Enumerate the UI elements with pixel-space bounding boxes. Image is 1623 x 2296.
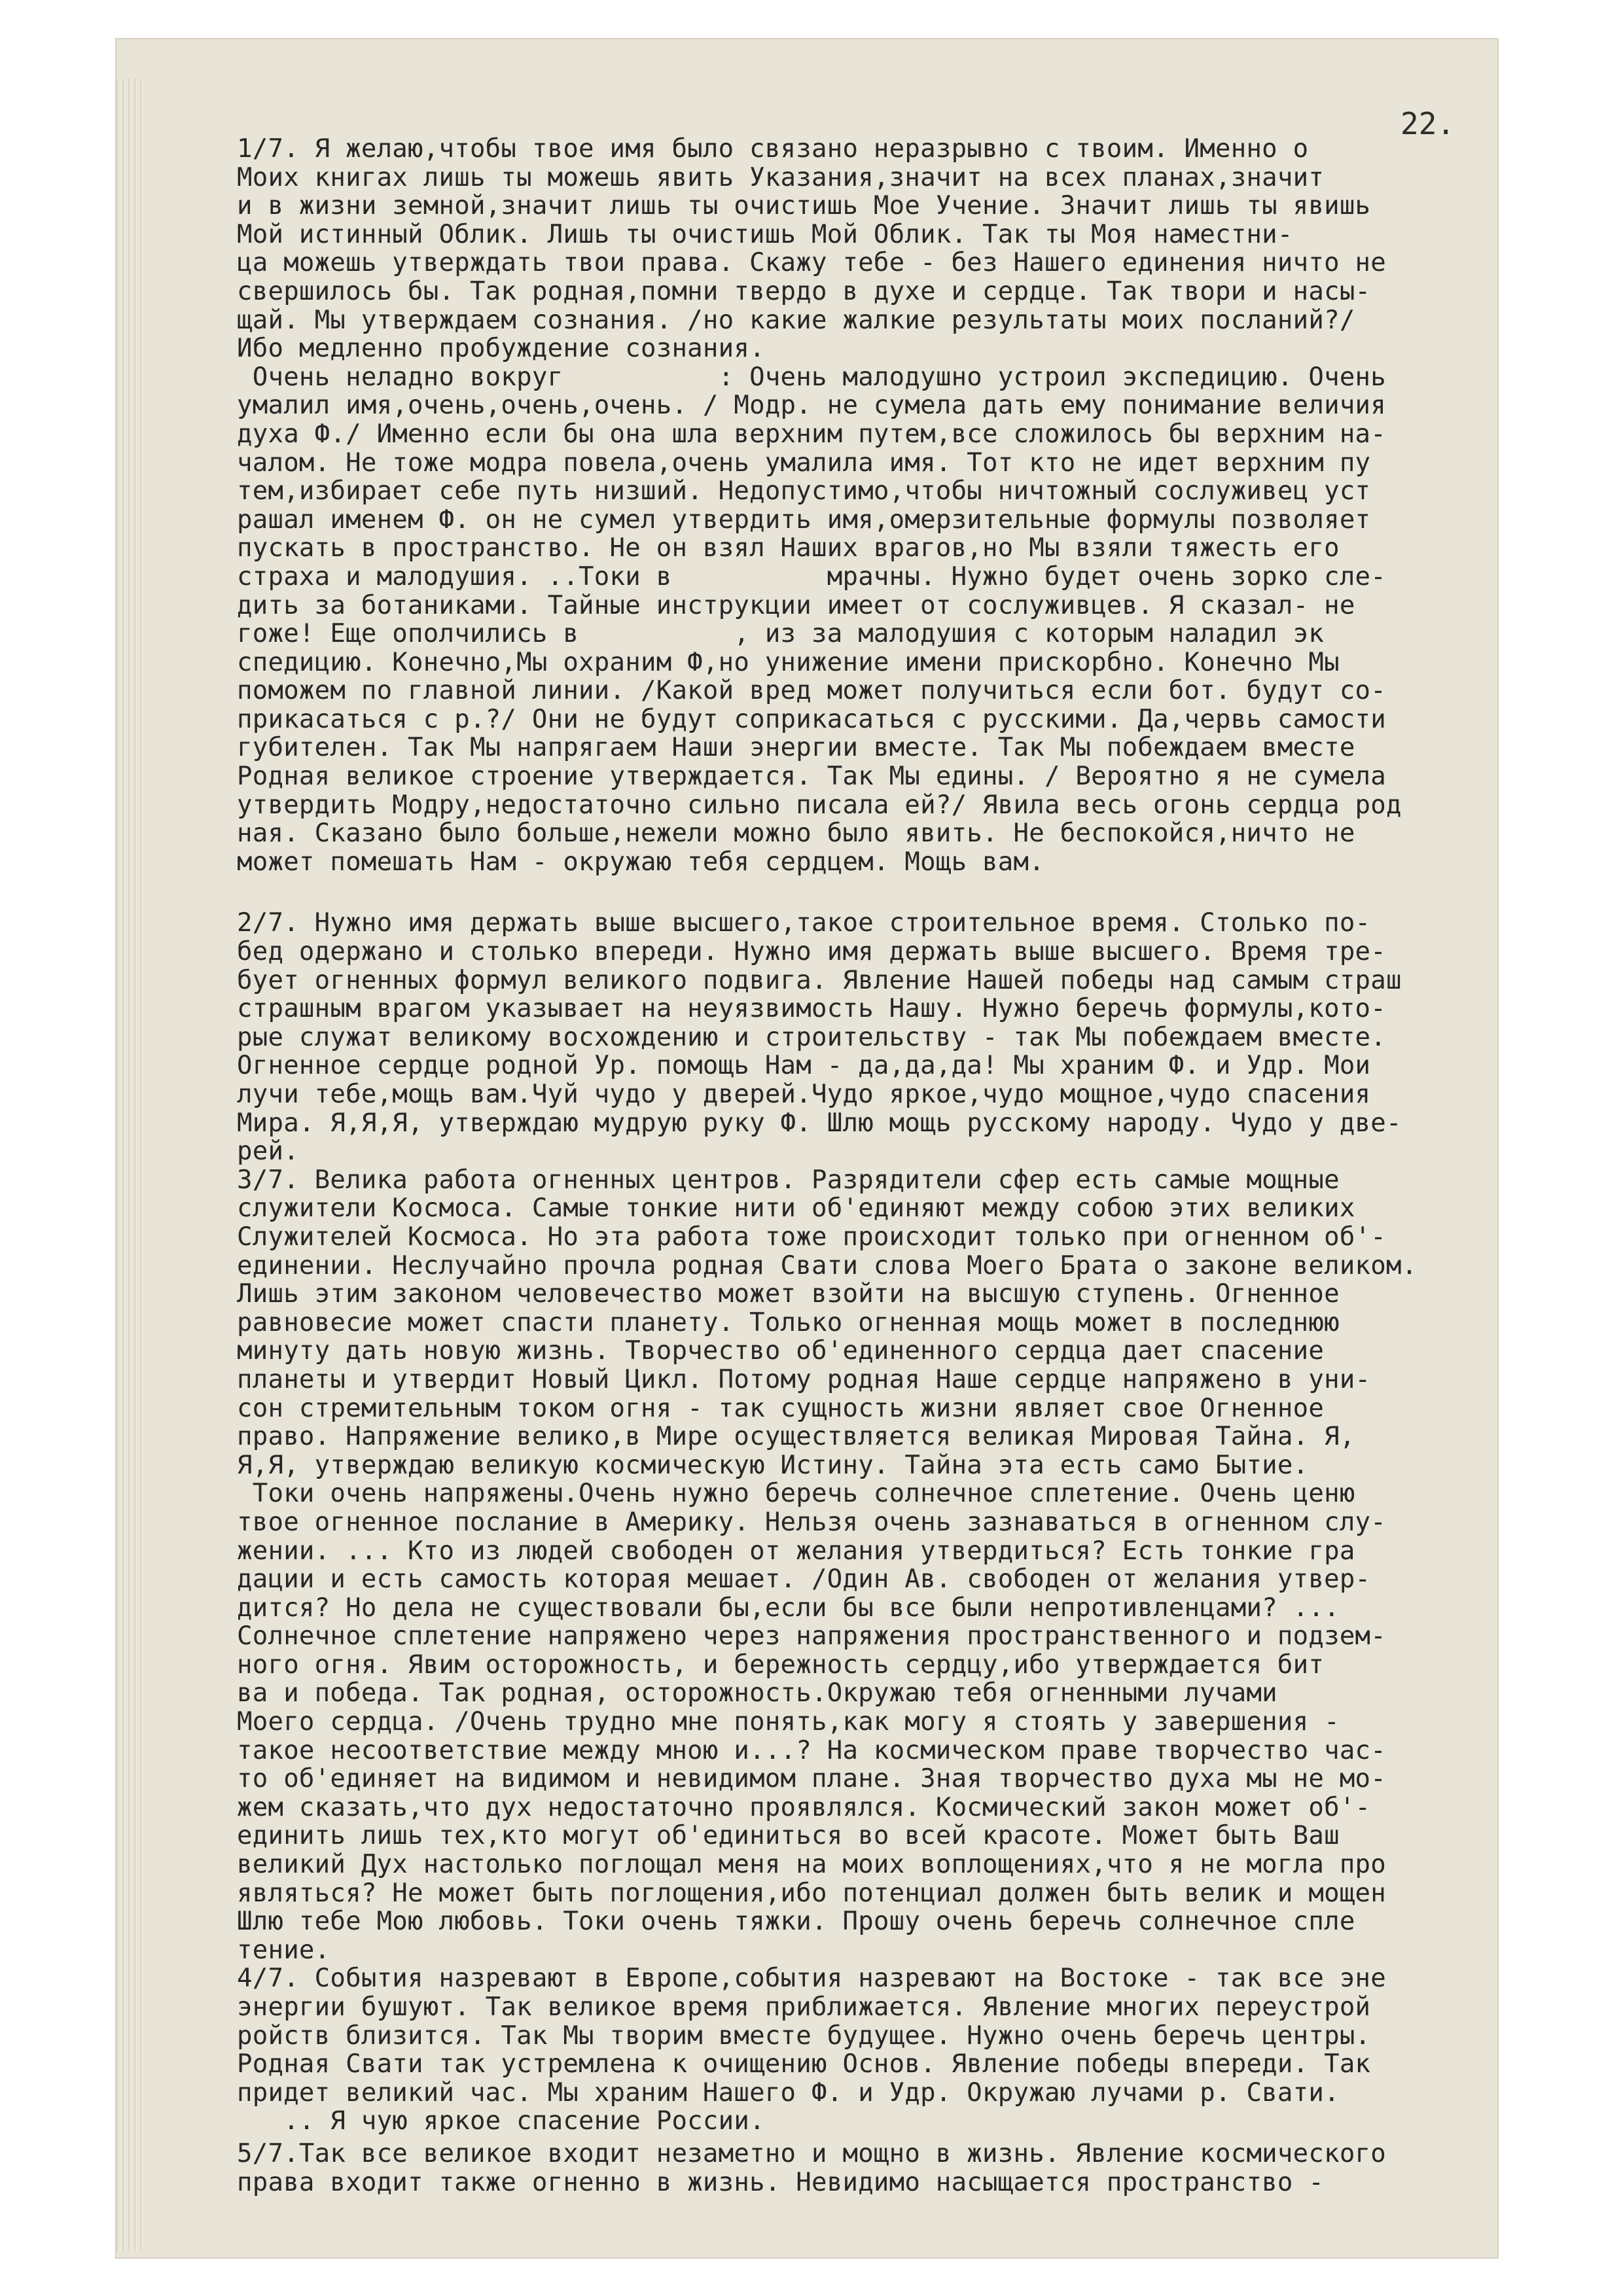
text-line: рые служат великому восхождению и строительству - так Мы побеждаем вместе. bbox=[237, 1022, 1387, 1052]
text-line: Моего сердца. /Очень трудно мне понять,как могу я стоять у завершения - bbox=[237, 1707, 1340, 1737]
text-line: 5/7.Так все великое входит незаметно и мощно в жизнь. Явление космического bbox=[237, 2138, 1387, 2168]
text-line: ного огня. Явим осторожность, и бережность сердцу,ибо утверждается бит bbox=[237, 1650, 1325, 1680]
text-line: прикасаться с р.?/ Они не будут соприкасаться с русскими. Да,червь самости bbox=[237, 704, 1387, 734]
text-line: рашал именем Ф. он не сумел утвердить имя,омерзительные формулы позволяет bbox=[237, 504, 1371, 535]
text-line: поможем по главной линии. /Какой вред может получиться если бот. будут со- bbox=[237, 676, 1387, 706]
entry-2-7 bbox=[237, 909, 1480, 1165]
text-line: Шлю тебе Мою любовь. Токи очень тяжки. Прошу очень беречь солнечное спле bbox=[237, 1907, 1355, 1937]
text-line: твое огненное послание в Америку. Нельзя очень зазнаваться в огненном слу- bbox=[237, 1507, 1387, 1537]
stacked-page-edges bbox=[116, 79, 143, 2251]
text-line: Служителей Космоса. Но эта работа тоже происходит только при огненном об'- bbox=[237, 1222, 1387, 1252]
entry-1-7-continued bbox=[237, 363, 1480, 877]
text-line: может помешать Нам - окружаю тебя сердцем. Мощь вам. bbox=[237, 847, 1044, 877]
text-line: спедицию. Конечно,Мы охраним Ф,но унижение имени прискорбно. Конечно Мы bbox=[237, 647, 1340, 677]
text-line: страха и малодушия. ..Токи в мрачны. Нужно будет очень зорко сле- bbox=[237, 561, 1387, 592]
text-line: бед одержано и столько впереди. Нужно имя держать выше высшего. Время тре- bbox=[237, 937, 1387, 967]
text-line: щай. Мы утверждаем сознания. /но какие жалкие результаты моих посланий?/ bbox=[237, 305, 1355, 335]
text-line: тем,избирает себе путь низший. Недопустимо,чтобы ничтожный сослуживец уст bbox=[237, 476, 1371, 506]
entry-1-7 bbox=[237, 135, 1480, 363]
text-line: умалил имя,очень,очень,очень. / Модр. не сумела дать ему понимание величия bbox=[237, 391, 1387, 421]
typewritten-text-body bbox=[237, 135, 1480, 2197]
text-line: Очень неладно вокруг : Очень малодушно устроил экспедицию. Очень bbox=[237, 362, 1387, 392]
text-line: великий Дух настолько поглощал меня на моих воплощениях,что я не могла про bbox=[237, 1850, 1387, 1880]
text-line: Ибо медленно пробуждение сознания. bbox=[237, 334, 765, 364]
text-line: то об'единяет на видимом и невидимом плане. Зная творчество духа мы не мо- bbox=[237, 1764, 1387, 1794]
text-line: Родная великое строение утверждается. Так Мы едины. / Вероятно я не сумела bbox=[237, 762, 1387, 792]
text-line: свершилось бы. Так родная,помни твердо в духе и сердце. Так твори и насы- bbox=[237, 276, 1371, 306]
text-line: планеты и утвердит Новый Цикл. Потому родная Наше сердце напряжено в уни- bbox=[237, 1364, 1371, 1394]
text-line: права входит также огненно в жизнь. Невидимо насыщается пространство - bbox=[237, 2167, 1325, 2197]
text-line: Я,Я, утверждаю великую космическую Истину. Тайна эта есть само Бытие. bbox=[237, 1450, 1309, 1480]
text-line: страшным врагом указывает на неуязвимость Нашу. Нужно беречь формулы,кото- bbox=[237, 994, 1387, 1024]
entry-3-7 bbox=[237, 1166, 1480, 1965]
entry-4-7 bbox=[237, 1964, 1480, 2136]
text-line: Мой истинный Облик. Лишь ты очистишь Мой Облик. Так ты Моя наместни- bbox=[237, 219, 1293, 249]
text-line: губителен. Так Мы напрягаем Наши энергии вместе. Так Мы побеждаем вместе bbox=[237, 733, 1355, 763]
text-line: тение. bbox=[237, 1935, 330, 1965]
text-line: .. Я чую яркое спасение России. bbox=[237, 2106, 765, 2136]
text-line: сон стремительным током огня - так сущность жизни являет свое Огненное bbox=[237, 1393, 1325, 1423]
text-line: ная. Сказано было больше,нежели можно было явить. Не беспокойся,ничто не bbox=[237, 819, 1355, 849]
text-line: Родная Свати так устремлена к очищению Основ. Явление победы впереди. Так bbox=[237, 2049, 1371, 2079]
text-line: жении. ... Кто из людей свободен от желания утвердиться? Есть тонкие гра bbox=[237, 1536, 1355, 1566]
text-line: единить лишь тех,кто могут об'единиться во всей красоте. Может быть Ваш bbox=[237, 1821, 1340, 1851]
text-line: 3/7. Велика работа огненных центров. Разрядители сфер есть самые мощные bbox=[237, 1165, 1340, 1195]
text-line: Лишь этим законом человечество может взойти на высшую ступень. Огненное bbox=[237, 1279, 1340, 1309]
text-line: ва и победа. Так родная, осторожность.Окружаю тебя огненными лучами bbox=[237, 1678, 1277, 1708]
text-line: ройств близится. Так Мы творим вместе будущее. Нужно очень беречь центры. bbox=[237, 2021, 1371, 2051]
text-line: Моих книгах лишь ты можешь явить Указания,значит на всех планах,значит bbox=[237, 162, 1325, 192]
text-line: ца можешь утверждать твои права. Скажу тебе - без Нашего единения ничто не bbox=[237, 248, 1387, 278]
text-line: придет великий час. Мы храним Нашего Ф. и Удр. Окружаю лучами р. Свати. bbox=[237, 2077, 1340, 2108]
text-line: являться? Не может быть поглощения,ибо потенциал должен быть велик и мощен bbox=[237, 1878, 1387, 1908]
text-line: право. Напряжение велико,в Мире осуществляется великая Мировая Тайна. Я, bbox=[237, 1422, 1355, 1452]
text-line: 4/7. События назревают в Европе,события назревают на Востоке - так все эне bbox=[237, 1964, 1387, 1994]
text-line: Токи очень напряжены.Очень нужно беречь солнечное сплетение. Очень ценю bbox=[237, 1479, 1355, 1509]
text-line: гоже! Еще ополчились в , из за малодушия с которым наладил эк bbox=[237, 619, 1325, 649]
text-line: чалом. Не тоже модра повела,очень умалила имя. Тот кто не идет верхним пу bbox=[237, 448, 1371, 478]
text-line: Солнечное сплетение напряжено через напряжения пространственного и подзем- bbox=[237, 1621, 1387, 1651]
text-line: равновесие может спасти планету. Только огненная мощь может в последнюю bbox=[237, 1307, 1340, 1337]
entry-5-7 bbox=[237, 2140, 1480, 2197]
text-line: дить за ботаниками. Тайные инструкции имеет от сослуживцев. Я сказал- не bbox=[237, 590, 1355, 620]
text-line: и в жизни земной,значит лишь ты очистишь Мое Учение. Значит лишь ты явишь bbox=[237, 191, 1371, 221]
text-line: лучи тебе,мощь вам.Чуй чудо у дверей.Чудо яркое,чудо мощное,чудо спасения bbox=[237, 1080, 1371, 1109]
text-line: рей. bbox=[237, 1137, 299, 1167]
text-line: пускать в пространство. Не он взял Наших врагов,но Мы взяли тяжесть его bbox=[237, 533, 1340, 563]
text-line: дится? Но дела не существовали бы,если бы все были непротивленцами? ... bbox=[237, 1593, 1340, 1623]
text-line: служители Космоса. Самые тонкие нити об'единяют между собою этих великих bbox=[237, 1193, 1355, 1224]
text-line: 2/7. Нужно имя держать выше высшего,такое строительное время. Столько по- bbox=[237, 908, 1371, 938]
page-number: 22. bbox=[1400, 106, 1455, 141]
text-line: жем сказать,что дух недостаточно проявлялся. Космический закон может об'- bbox=[237, 1792, 1371, 1822]
text-line: духа Ф./ Именно если бы она шла верхним путем,все сложилось бы верхним на- bbox=[237, 419, 1387, 449]
text-line: 1/7. Я желаю,чтобы твое имя было связано неразрывно с твоим. Именно о bbox=[237, 134, 1309, 164]
text-line: Огненное сердце родной Ур. помощь Нам - да,да,да! Мы храним Ф. и Удр. Мои bbox=[237, 1051, 1371, 1081]
text-line: минуту дать новую жизнь. Творчество об'единенного сердца дает спасение bbox=[237, 1336, 1325, 1366]
text-line: энергии бушуют. Так великое время приближается. Явление многих переустрой bbox=[237, 1992, 1371, 2022]
text-line: бует огненных формул великого подвига. Явление Нашей победы над самым страш bbox=[237, 965, 1402, 995]
text-line: единении. Неслучайно прочла родная Свати слова Моего Брата о законе великом. bbox=[237, 1250, 1418, 1280]
text-line: Мира. Я,Я,Я, утверждаю мудрую руку Ф. Шлю мощь русскому народу. Чудо у две- bbox=[237, 1108, 1402, 1138]
text-line: такое несоответствие между мною и...? На космическом праве творчество час- bbox=[237, 1735, 1387, 1765]
text-line: дации и есть самость которая мешает. /Один Ав. свободен от желания утвер- bbox=[237, 1564, 1371, 1595]
text-line: утвердить Модру,недостаточно сильно писала ей?/ Явила весь огонь сердца род bbox=[237, 790, 1402, 820]
